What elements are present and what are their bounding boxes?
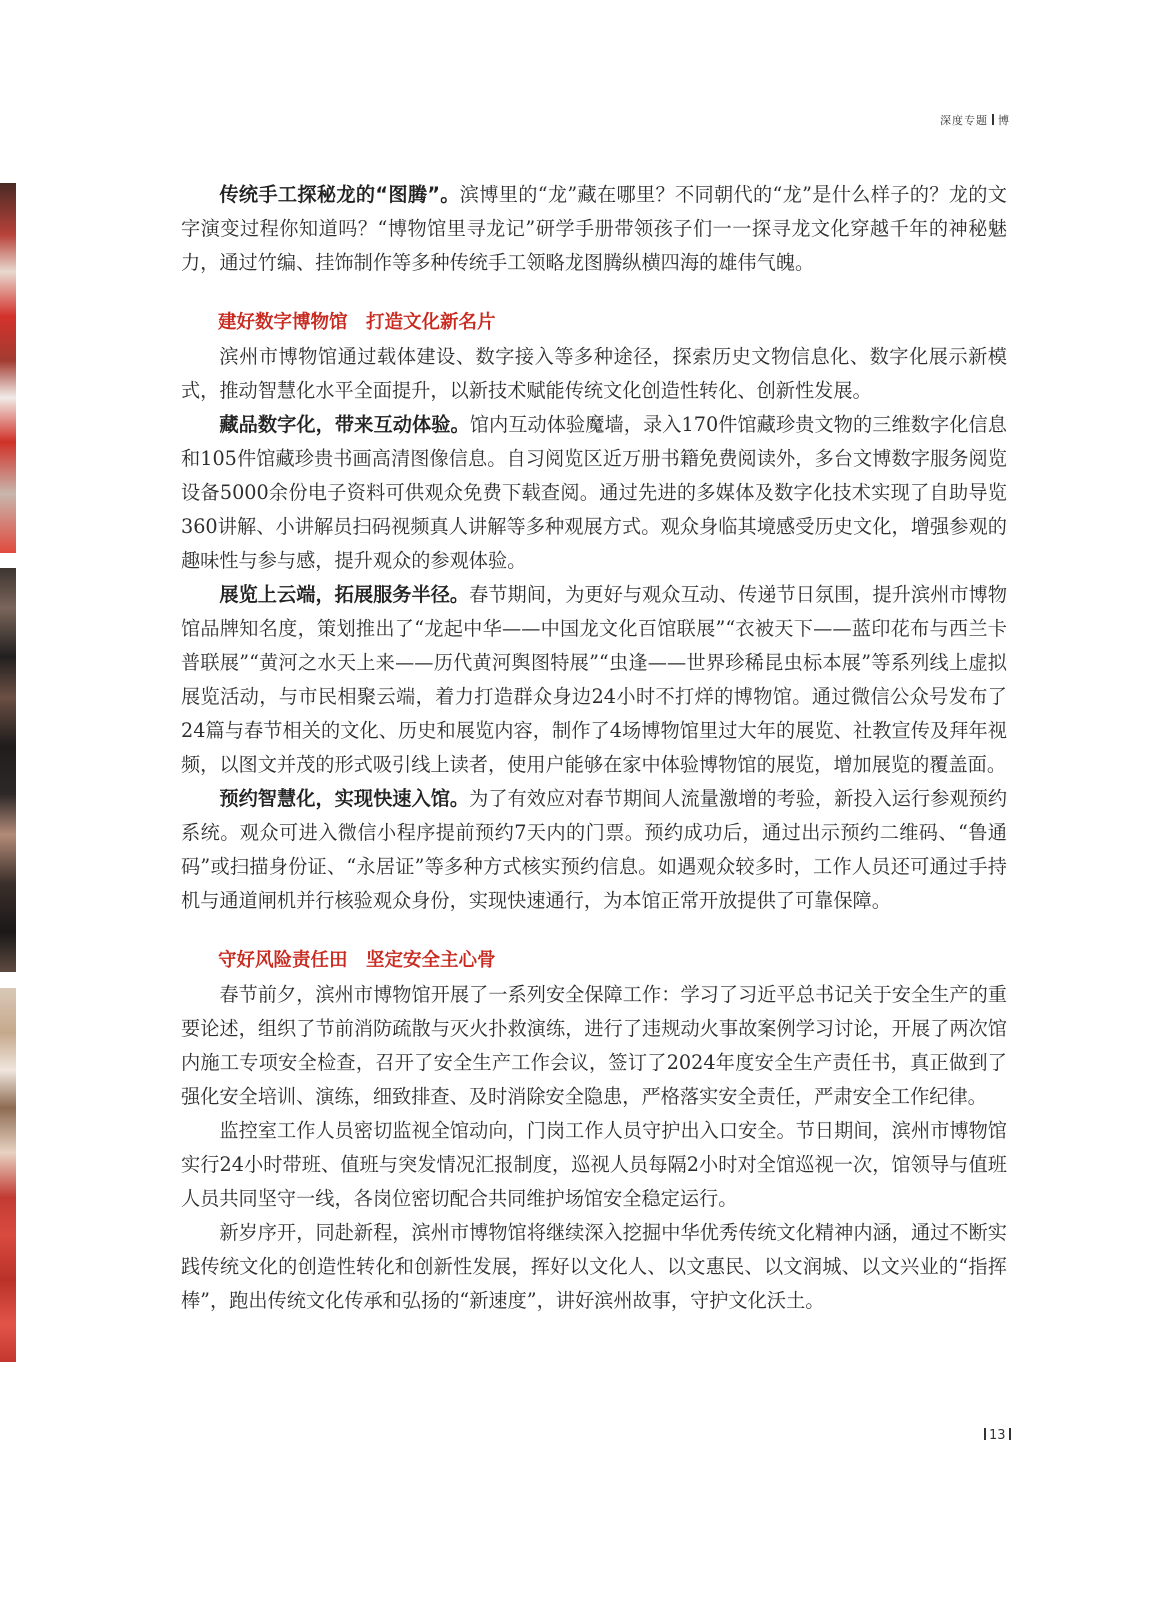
paragraph-smart-booking [181,782,1007,918]
paragraph-outlook: 新岁序开，同赴新程，滨州市博物馆将继续深入挖掘中华优秀传统文化精神内涵，通过不断实践传统文化的创造性转化和创新性发展，挥好以文化人、以文惠民、以文润城、以文兴业的“指挥棒”，跑出传统文化传承和弘扬的“新速度”，讲好滨州故事，守护文化沃土。 [181,1221,1007,1312]
header-section: 深度专题 [940,114,988,127]
paragraph-text: 滨博里的“龙”藏在哪里？不同朝代的“龙”是什么样子的？龙的文字演变过程你知道吗？“博物馆里寻龙记”研学手册带领孩子们一一探寻龙文化穿越千年的神秘魅力，通过竹编、挂饰制作等多种传统手工领略龙图腾纵横四海的雄伟气魄。 [181,183,1007,274]
side-photo-1 [0,183,16,553]
paragraph-lead: 展览上云端，拓展服务半径。 [219,583,470,606]
paragraph-lead: 传统手工探秘龙的“图腾”。 [219,183,460,206]
page-number-bar-left [984,1428,986,1440]
paragraph-monitoring: 监控室工作人员密切监视全馆动向，门岗工作人员守护出入口安全。节日期间，滨州市博物馆实行24小时带班、值班与突发情况汇报制度，巡视人员每隔2小时对全馆巡视一次，馆领导与值班人员共同坚守一线，各岗位密切配合共同维护场馆安全稳定运行。 [181,1119,1007,1210]
section-title-safety: 守好风险责任田 坚定安全主心骨 [218,950,496,971]
page-number-value: 13 [989,1428,1006,1443]
paragraph-lead: 藏品数字化，带来互动体验。 [219,413,470,436]
paragraph-text: 馆内互动体验魔墙，录入170件馆藏珍贵文物的三维数字化信息和105件馆藏珍贵书画高清图像信息。自习阅览区近万册书籍免费阅读外，多台文博数字服务阅览设备5000余份电子资料可供观众免费下载查阅。通过先进的多媒体及数字化技术实现了自助导览360讲解、小讲解员扫码视频真人讲解等多种观展方式。观众身临其境感受历史文化，增强参观的趣味性与参与感，提升观众的参观体验。 [181,413,1007,572]
paragraph-text: 春节期间，为更好与观众互动、传递节日氛围，提升滨州市博物馆品牌知名度，策划推出了“龙起中华——中国龙文化百馆联展”“衣被天下——蓝印花布与西兰卡普联展”“黄河之水天上来——历代黄河舆图特展”“虫逢——世界珍稀昆虫标本展”等系列线上虚拟展览活动，与市民相聚云端，着力打造群众身边24小时不打烊的博物馆。通过微信公众号发布了24篇与春节相关的文化、历史和展览内容，制作了4场博物馆里过大年的展览、社教宣传及拜年视频，以图文并茂的形式吸引线上读者，使用户能够在家中体验博物馆的展览，增加展览的覆盖面。 [181,583,1008,776]
running-header [940,112,1010,128]
paragraph-lead: 预约智慧化，实现快速入馆。 [219,787,470,810]
header-tag: 博 [998,114,1010,127]
paragraph-safety-work: 春节前夕，滨州市博物馆开展了一系列安全保障工作：学习了习近平总书记关于安全生产的重要论述，组织了节前消防疏散与灭火扑救演练，进行了违规动火事故案例学习讨论，开展了两次馆内施工专项安全检查，召开了安全生产工作会议，签订了2024年度安全生产责任书，真正做到了强化安全培训、演练，细致排查、及时消除安全隐患，严格落实安全责任，严肃安全工作纪律。 [181,983,1007,1108]
paragraph-text: 为了有效应对春节期间人流量激增的考验，新投入运行参观预约系统。观众可进入微信小程序提前预约7天内的门票。预约成功后，通过出示预约二维码、“鲁通码”或扫描身份证、“永居证”等多种方式核实预约信息。如遇观众较多时，工作人员还可通过手持机与通道闸机并行核验观众身份，实现快速通行，为本馆正常开放提供了可靠保障。 [181,787,1008,912]
section-title-digital-museum: 建好数字博物馆 打造文化新名片 [218,312,496,333]
paragraph-dragon-totem [181,178,1007,280]
paragraph-digital-intro: 滨州市博物馆通过载体建设、数字接入等多种途径，探索历史文物信息化、数字化展示新模式，推动智慧化水平全面提升，以新技术赋能传统文化创造性转化、创新性发展。 [181,345,1007,402]
header-divider [992,114,994,125]
page-number [981,1428,1014,1443]
side-photo-3 [0,988,16,1362]
page-number-bar-right [1009,1428,1011,1440]
side-photo-2 [0,568,16,972]
paragraph-online-exhibition [181,578,1007,782]
article-body [181,178,1007,1318]
paragraph-collection-digital [181,408,1007,578]
